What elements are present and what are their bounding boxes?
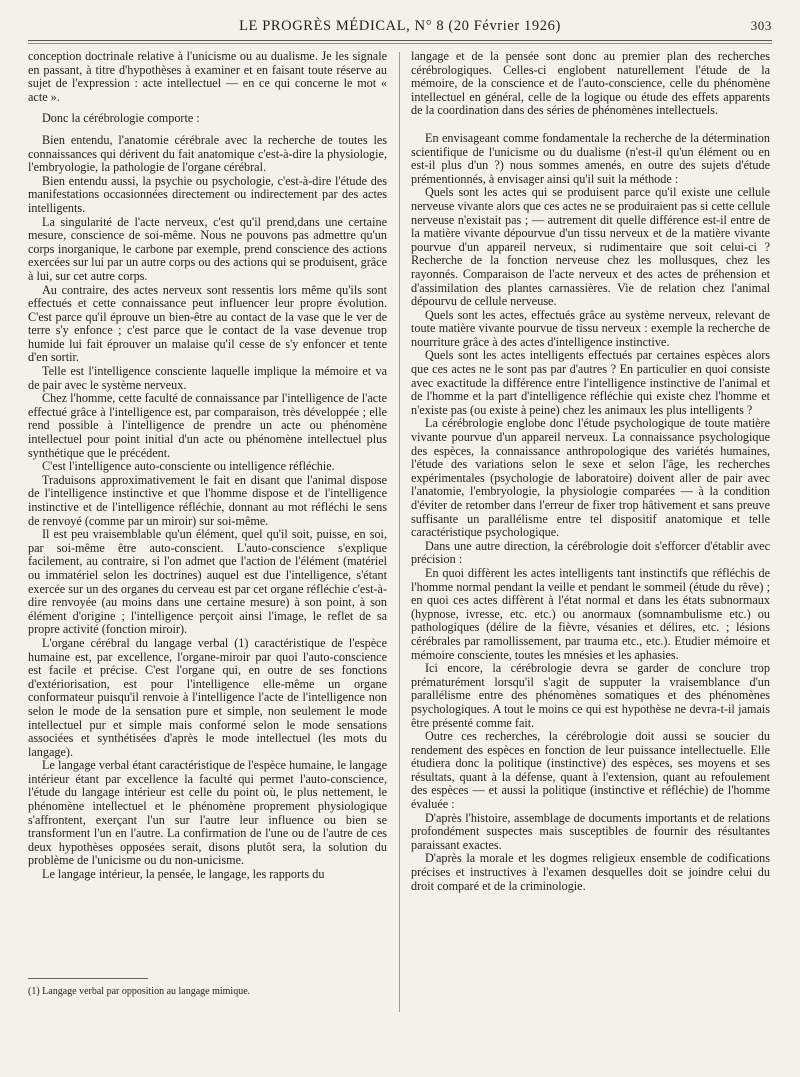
paragraph: D'après l'histoire, assemblage de documents importants et de relations profondément suspectes mais susceptibles de fournir des résultantes paraissant exactes. [411, 810, 770, 852]
paragraph: D'après la morale et les dogmes religieux ensemble de codifications précises et instructives à l'examen desquelles doit se joindre celui du droit comparé et de la criminologie. [411, 851, 770, 893]
paragraph: Bien entendu, l'anatomie cérébrale avec la recherche de toutes les connaissances qui dérivent du fait anatomique c'est-à-dire la physiologie, l'embryologie, la pathologie de l'organe cérébral. [28, 132, 387, 175]
right-column [411, 50, 770, 893]
header-rule-thin [28, 43, 772, 44]
paragraph: Outre ces recherches, la cérébrologie doit aussi se soucier du rendement des espèces en fonction de leur puissance intellectuelle. Elle étudiera donc la politique (instinctive) des espèces, ses moyens et ses résultats, quant à la défense, quant à l'extension, quant au refoulement des espèces — et aussi la politique (instinctive et réfléchie) de l'homme évaluée : [411, 729, 770, 812]
paragraph: Il est peu vraisemblable qu'un élément, quel qu'il soit, puisse, en soi, par soi-même être auto-conscient. L'auto-conscience s'explique facilement, au contraire, si l'on admet que l'action de l'élément (matériel ou immatériel selon les doctrines) auquel est due l'intelligence, s'étant exercée sur un des organes du cerveau est par cet organe réfléchie c'est-à-dire renvoyée (au moins dans une certaine mesure) à son point, à son élément d'origine ; l'intelligence perçoit ainsi l'image, le reflet de sa propre activité (fonction miroir). [28, 527, 387, 637]
paragraph: Au contraire, des actes nerveux sont ressentis lors même qu'ils sont effectués et cette connaissance peut influencer leur propre évolution. C'est parce qu'il éprouve un bien-être au contact de la vase que le ver de terre s'y enfonce ; c'est parce que le contact de la vase devenue trop humide lui fait éprouver un malaise qu'il cesse de s'y enfoncer et tente d'en sortir. [28, 282, 387, 365]
paragraph: L'organe cérébral du langage verbal (1) caractéristique de l'espèce humaine est, par excellence, l'organe-miroir par quoi l'auto-conscience est facile et précise. C'est l'organe qui, en outre de ses fonctions d'extériorisation, est pour l'intelligence elle-même un organe conformateur puisqu'il renvoie à l'intelligence l'acte de l'intelligence non selon le mode de la sensation pure et simple, non seulement le mode intellectuel pur et simple mais conformé selon le mode sensations associées et synthétisées d'après le mode intellectuel (les mots du langage). [28, 635, 387, 759]
paragraph: conception doctrinale relative à l'unicisme ou au dualisme. Je les signale en passant, à titre d'hypothèses à examiner et en faisant toute réserve au sujet de l'expression : acte intellectuel — en ce qui concerne le mot « acte ». [28, 49, 387, 104]
paragraph: Chez l'homme, cette faculté de connaissance par l'intelligence de l'acte effectué grâce à l'intelligence est, par comparaison, très développée ; elle rend possible à l'intelligence de prendre un acte ou phénomène intellectuel pour point initial d'un acte ou phénomène intellectuel plus synthétique que le précédent. [28, 391, 387, 460]
column-separator [399, 52, 400, 1012]
paragraph: Le langage verbal étant caractéristique de l'espèce humaine, le langage intérieur étant par excellence la faculté qui permet l'auto-conscience, l'étude du langage intérieur est celle du point où, le plus nettement, le phénomène intellectuel et le phénomène proprement physiologique s'affrontent, exerçant l'un sur l'autre leur influence ou bien se transforment l'un en l'autre. La confirmation de l'une ou de l'autre de ces deux hypothèses opposées serait, disons plutôt sera, la solution du problème de l'unicisme ou du non-unicisme. [28, 758, 387, 868]
running-header [28, 14, 772, 40]
footnote: (1) Langage verbal par opposition au langage mimique. [28, 986, 251, 997]
paragraph: En quoi diffèrent les actes intelligents tant instinctifs que réfléchis de l'homme normal pendant la veille et pendant le sommeil (étude du rêve) ; en quoi ces actes diffèrent à l'état normal et dans les états subnormaux (hypnose, ivresse, etc. etc.) ou anormaux (somnambulisme etc.) ou pathologiques (délire de la fièvre, vésanies et délires, etc. ; lésions cérébrales par ramollissement, par trauma etc., etc.). Etudier mémoire et mémoire consciente, toutes les mnésies et les aphasies. [411, 565, 770, 662]
page-number: 303 [750, 18, 772, 33]
paragraph: En envisageant comme fondamentale la recherche de la détermination scientifique de l'unicisme ou du dualisme (n'est-il qu'un élément ou en est-il plus d'un ?) nous sommes amenés, en outre des sujets d'étude prémentionnés, à envisager ainsi qu'il suit la méthode : [411, 130, 770, 186]
header-rule [28, 40, 772, 41]
running-title: LE PROGRÈS MÉDICAL, N° 8 (20 Février 1926) [239, 18, 561, 34]
paragraph: Dans une autre direction, la cérébrologie doit s'efforcer d'établir avec précision : [411, 538, 770, 567]
paragraph: Traduisons approximativement le fait en disant que l'animal dispose de l'intelligence instinctive et que l'homme dispose et de l'intelligence instinctive et de l'intelligence réfléchie, donnant au mot réfléchi le sens de renvoyé (comme par un miroir) sur soi-même. [28, 472, 387, 528]
paragraph: Le langage intérieur, la pensée, le langage, les rapports du [42, 867, 325, 882]
paragraph: Ici encore, la cérébrologie devra se garder de conclure trop prématurément lorsqu'il s'agit de supputer la vraisemblance d'un parallélisme entre des phénomènes somatiques et des phénomènes psychologiques. A tout le moins ce qui est hypothèse ne devra-t-il jamais être présenté comme fait. [411, 661, 770, 730]
paragraph: Bien entendu aussi, la psychie ou psychologie, c'est-à-dire l'étude des manifestations occasionnées directement ou indirectement par des actes intelligents. [28, 173, 387, 215]
paragraph: Quels sont les actes intelligents effectués par certaines espèces alors que ces actes ne le sont pas par d'autres ? En particulier en quoi consiste avec exactitude la différence entre l'intelligence instinctive de l'animal et de l'homme et la part d'intelligence réfléchie qui existe chez l'homme et n'existe pas (ou existe à peine) chez les animaux les plus intelligents ? [411, 348, 770, 417]
paragraph: Quels sont les actes qui se produisent parce qu'il existe une cellule nerveuse vivante alors que ces actes ne se produiraient pas si cette cellule nerveuse n'existait pas ; — autrement dit quelle différence est-il entre de la matière vivante dépourvue d'un tissu nerveux et de la matière vivante pourvue d'un appareil nerveux, si rudimentaire que soit celui-ci ? Recherche de la fonction nerveuse chez les mollusques, chez les rayonnés. Comparaison de l'acte nerveux et des actes de préhension et d'assimilation des plantes carnassières. Vie de relation chez l'animal dépourvu de cellule nerveuse. [411, 185, 770, 309]
paragraph: Quels sont les actes, effectués grâce au système nerveux, relevant de toute matière vivante pourvue de tissu nerveux : exemple la recherche de nourriture grâce à des actes d'intelligence instinctive. [411, 307, 770, 349]
paragraph: langage et de la pensée sont donc au premier plan des recherches cérébrologiques. Celles-ci englobent naturellement l'étude de la mémoire, de la conscience et de l'auto-conscience, celle du phénomène intellectuel en général, celle de la logique ou étude des effets apparents de la coordination dans des séries de phénomènes intellectuels. [411, 49, 770, 118]
paragraph: Telle est l'intelligence consciente laquelle implique la mémoire et va de pair avec le système nerveux. [28, 364, 387, 392]
paragraph: La singularité de l'acte nerveux, c'est qu'il prend,dans une certaine mesure, conscience de soi-même. Nous ne pouvons pas admettre qu'un corps inorganique, le carbone par exemple, prend conscience des actions exercées sur lui par un autre corps ou des actions qui se produisent, grâce à lui, sur cet autre corps. [28, 214, 387, 283]
left-column [28, 50, 387, 882]
footnote-rule [28, 978, 148, 979]
paragraph: La cérébrologie englobe donc l'étude psychologique de toute matière vivante pourvue d'un appareil nerveux. La connaissance psychologique des espèces, la connaissance anthropologique des variétés humaines, l'étude des variations selon le sexe et selon l'âge, les recherches expérimentales (psychologie de laboratoire) doivent aller de pair avec l'anatomie, l'embryologie, la physiologie comparées — à la condition d'éviter de retomber dans l'erreur de fixer trop hâtivement et sans preuve suffisante un parallélisme entre tel dispositif anatomique et telle caractéristique psychologique. [411, 416, 770, 540]
paragraph: C'est l'intelligence auto-consciente ou intelligence réfléchie. [42, 459, 335, 474]
paragraph: Donc la cérébrologie comporte : [42, 111, 200, 126]
